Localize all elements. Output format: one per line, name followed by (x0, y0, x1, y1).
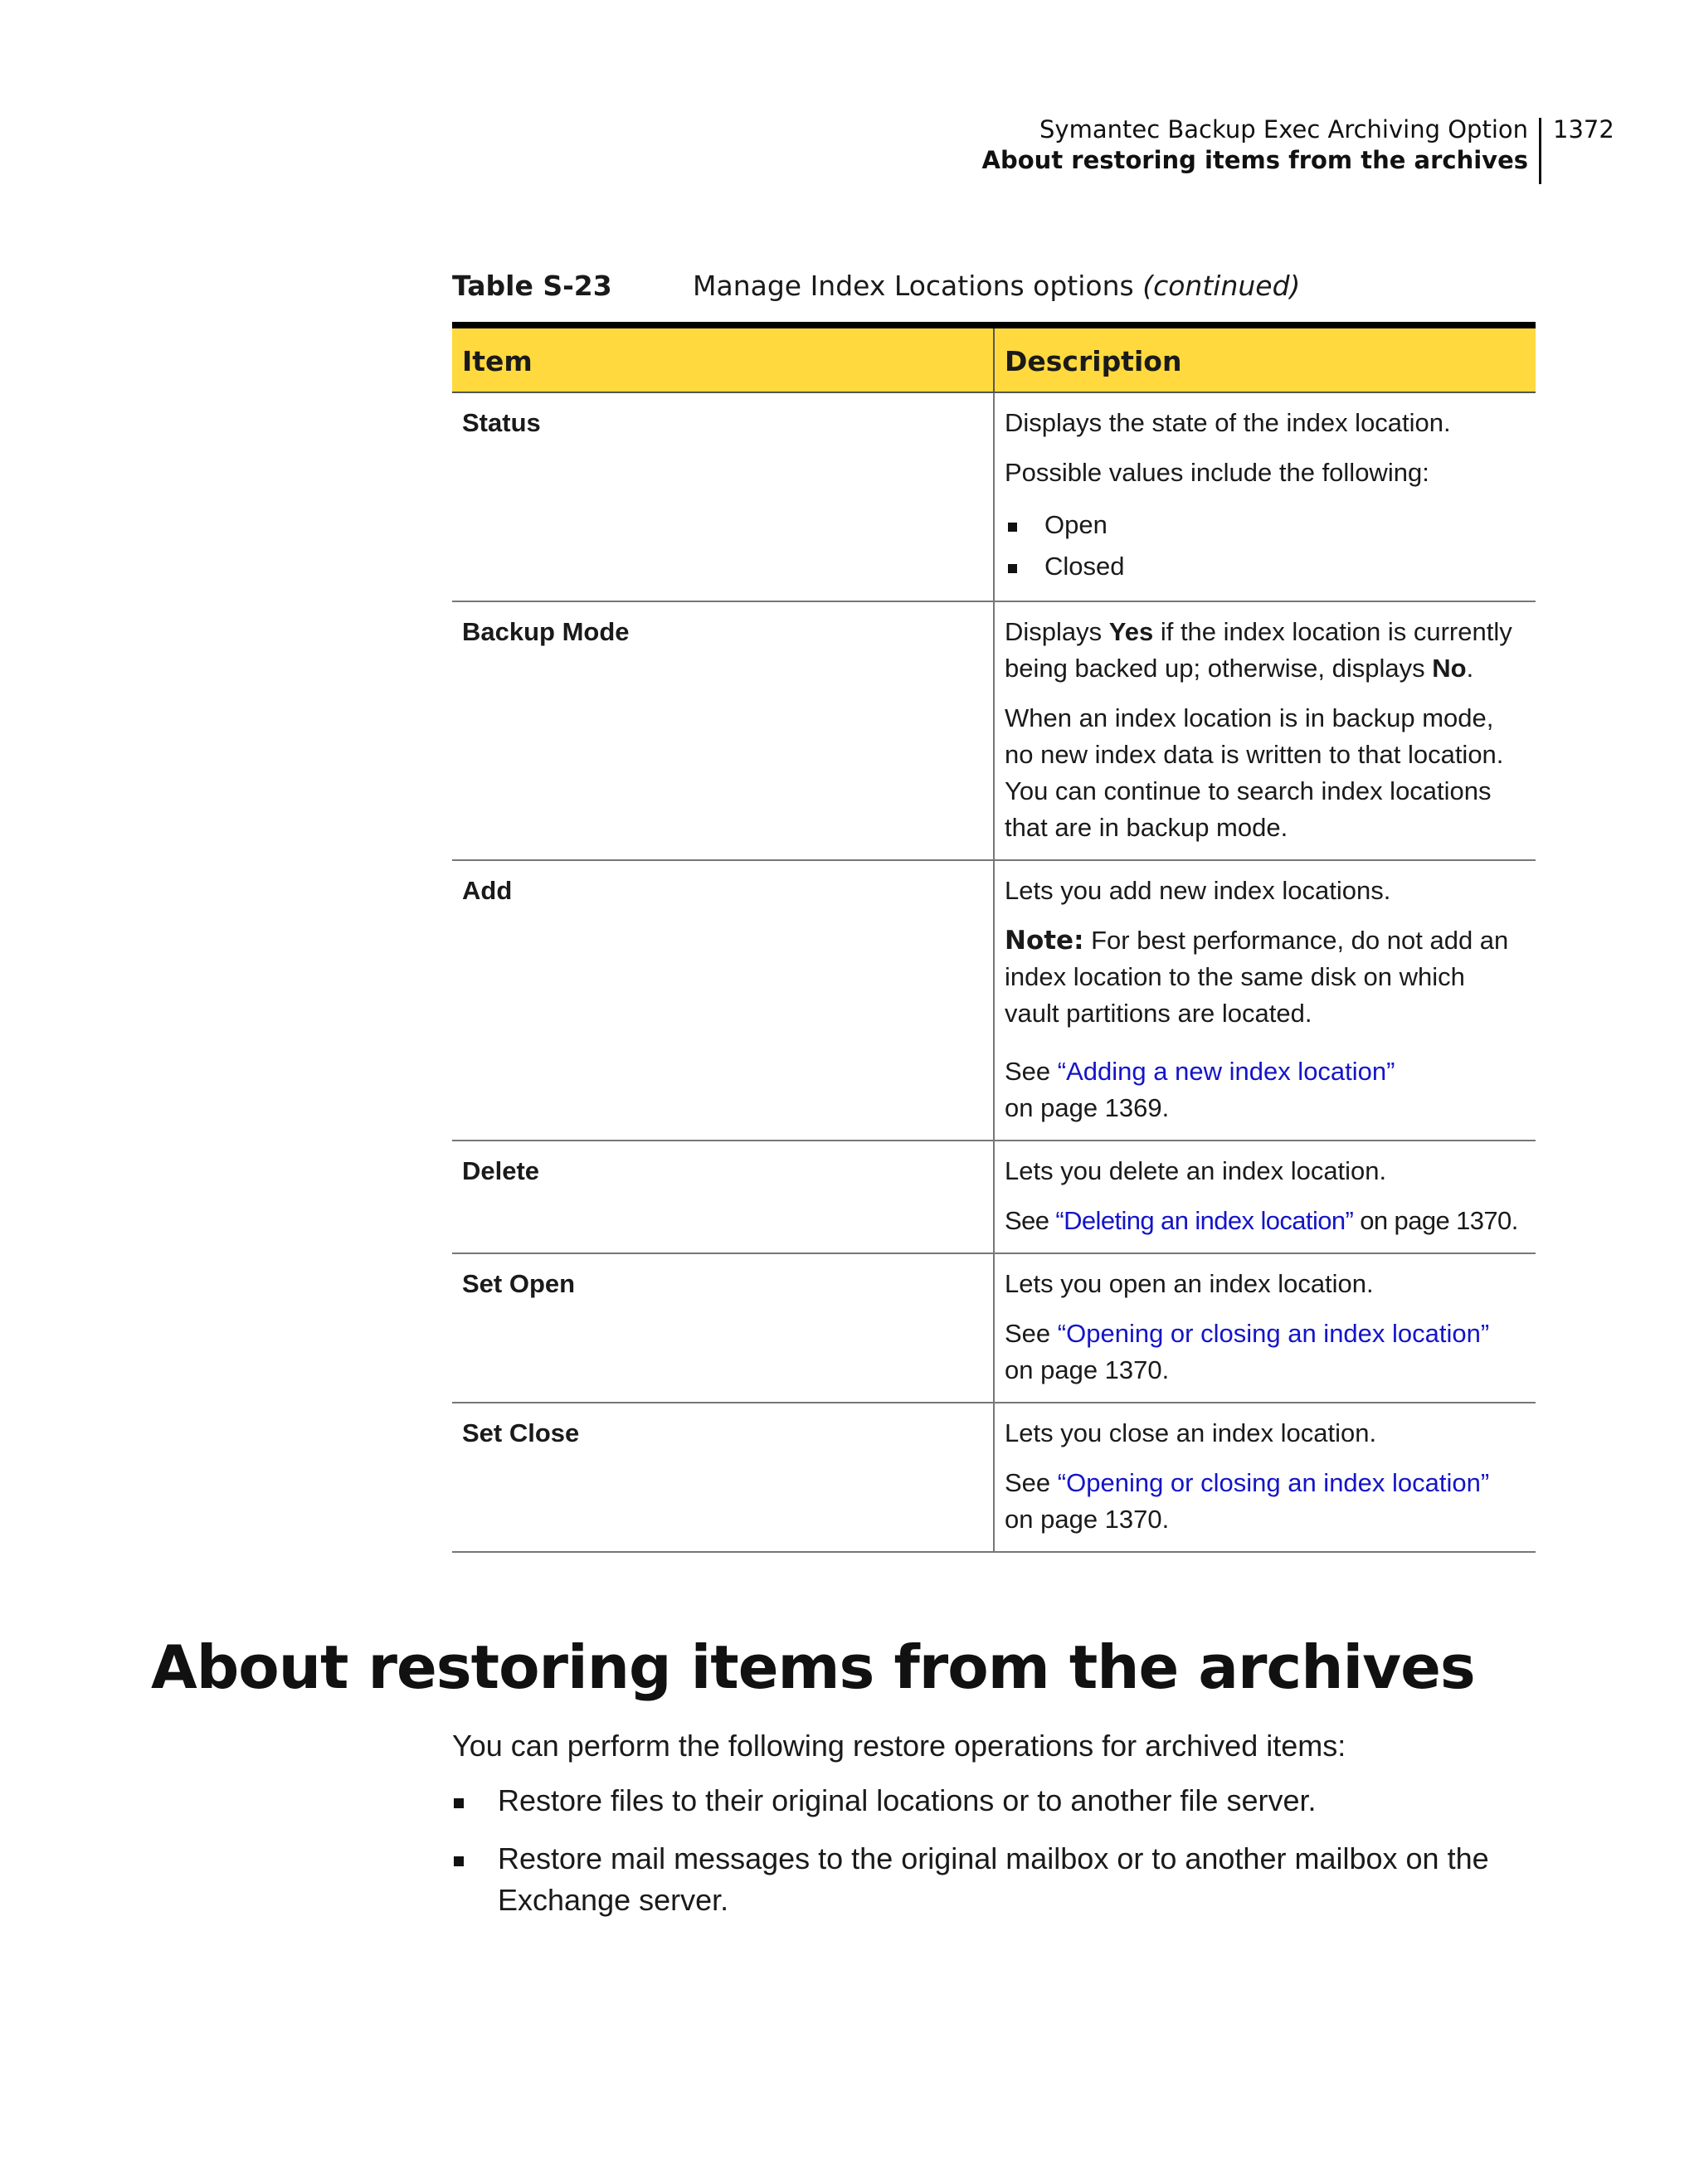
page-reference: on page 1369. (1005, 1093, 1170, 1122)
link-opening-closing-index-location[interactable]: “Opening or closing an index location” (1057, 1468, 1490, 1497)
table-title (693, 270, 1300, 302)
running-header (0, 114, 1699, 189)
restore-operations-list (452, 1780, 1547, 1921)
see-label: See (1005, 1057, 1058, 1086)
cross-reference (1005, 1465, 1526, 1538)
page-number: 1372 (1553, 115, 1614, 143)
item-cell: Add (452, 860, 994, 1141)
description-text: Displays the state of the index location. (1005, 408, 1451, 437)
table-title-suffix: (continued) (1142, 270, 1301, 302)
description-text: Lets you close an index location. (1005, 1418, 1377, 1447)
item-cell: Backup Mode (452, 601, 994, 860)
note (1005, 922, 1526, 1032)
table-row-set-open (452, 1253, 1536, 1403)
see-label: See (1005, 1206, 1056, 1235)
item-cell: Set Open (452, 1253, 994, 1403)
values-list (1005, 504, 1526, 587)
table-row-status (452, 392, 1536, 601)
list-item: Restore mail messages to the original mailbox or to another mailbox on the Exchange server. (452, 1838, 1547, 1921)
column-header-item: Item (452, 325, 994, 392)
item-cell: Status (452, 392, 994, 601)
description-cell (994, 1253, 1536, 1403)
header-divider (1539, 118, 1541, 184)
text-run: Displays (1005, 617, 1109, 646)
page-reference: on page 1370. (1005, 1505, 1170, 1534)
description-text: Lets you delete an index location. (1005, 1156, 1387, 1185)
section-body (452, 1725, 1547, 1938)
value-no: No (1432, 654, 1467, 683)
description-cell (994, 1403, 1536, 1552)
see-label: See (1005, 1319, 1058, 1348)
list-item: Open (1005, 504, 1526, 546)
table-caption (452, 270, 1301, 302)
table-number: Table S-23 (452, 270, 612, 302)
description-text (1005, 614, 1526, 687)
cross-reference (1005, 1316, 1526, 1389)
text-run: . (1466, 654, 1474, 683)
cross-reference (1005, 1053, 1526, 1126)
running-header-text (982, 114, 1528, 176)
note-text: For best performance, do not add an index location to the same disk on which vault partitions are located. (1005, 926, 1509, 1028)
link-adding-index-location[interactable]: “Adding a new index location” (1057, 1057, 1395, 1086)
doc-title: Symantec Backup Exec Archiving Option (1039, 115, 1528, 143)
header-section-title: About restoring items from the archives (981, 146, 1528, 174)
table-header-row (452, 325, 1536, 392)
description-cell (994, 601, 1536, 860)
description-text: When an index location is in backup mode, no new index data is written to that location. You can continue to search index locations that are in backup mode. (1005, 703, 1504, 842)
table-row-set-close (452, 1403, 1536, 1552)
table-title-text: Manage Index Locations options (693, 270, 1134, 302)
see-label: See (1005, 1468, 1058, 1497)
list-item: Closed (1005, 546, 1526, 587)
section-heading: About restoring items from the archives (151, 1632, 1475, 1702)
value-yes: Yes (1108, 617, 1154, 646)
item-cell: Set Close (452, 1403, 994, 1552)
description-cell (994, 392, 1536, 601)
description-cell (994, 860, 1536, 1141)
item-cell: Delete (452, 1141, 994, 1253)
page-reference: on page 1370. (1353, 1206, 1518, 1235)
table-row-add (452, 860, 1536, 1141)
link-opening-closing-index-location[interactable]: “Opening or closing an index location” (1057, 1319, 1490, 1348)
column-header-description: Description (994, 325, 1536, 392)
description-cell (994, 1141, 1536, 1253)
text-run: if the index location is currently being backed up; otherwise, displays (1005, 617, 1512, 683)
page-reference: on page 1370. (1005, 1355, 1170, 1384)
options-table (452, 322, 1536, 1553)
table-row-delete (452, 1141, 1536, 1253)
description-text: Possible values include the following: (1005, 458, 1429, 487)
description-text: Lets you add new index locations. (1005, 876, 1391, 905)
note-label: Note: (1005, 926, 1084, 956)
cross-reference (1005, 1203, 1526, 1239)
list-item: Restore files to their original locations or to another file server. (452, 1780, 1547, 1822)
description-text: Lets you open an index location. (1005, 1269, 1374, 1298)
link-deleting-index-location[interactable]: “Deleting an index location” (1055, 1206, 1354, 1235)
table-row-backup-mode (452, 601, 1536, 860)
section-intro: You can perform the following restore operations for archived items: (452, 1729, 1346, 1763)
